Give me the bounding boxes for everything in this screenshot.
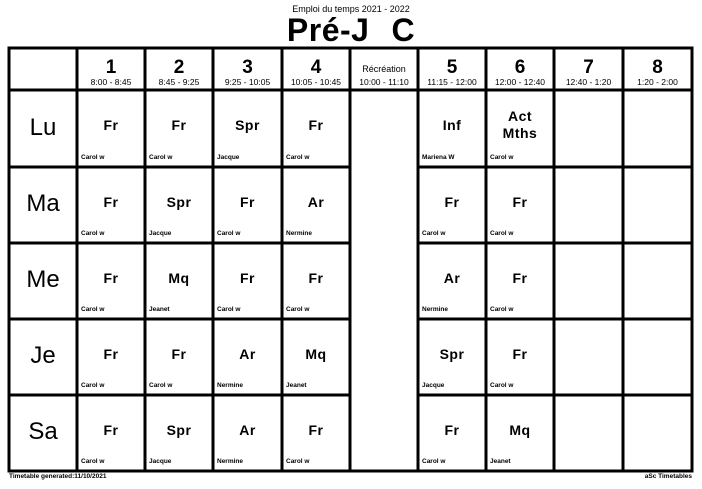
lesson-subject: Act Mths [502,108,538,141]
period-time: 8:00 - 8:45 [90,77,132,87]
lesson-teacher: Jeanet [149,306,170,313]
generated-date: Timetable generated:11/10/2021 [9,473,107,480]
period-number: 4 [310,57,322,78]
lesson-teacher: Carol w [81,230,105,237]
period-time: 8:45 - 9:25 [158,77,200,87]
class-name: Pré-J [286,12,370,48]
lesson-subject: Mq [305,346,327,362]
lesson-teacher: Carol w [490,382,514,389]
lesson-teacher: Nermine [422,306,449,313]
lesson-subject: Fr [308,270,324,286]
period-time: 1:20 - 2:00 [637,77,678,87]
period-number: 6 [514,57,526,78]
lesson-subject: Ar [443,270,461,286]
lesson-subject: Fr [240,270,255,286]
lesson-teacher: Jeanet [286,382,307,389]
recess-time: 10:00 - 11:10 [359,77,409,87]
lesson-subject: Fr [240,194,255,210]
lesson-subject: Inf [442,117,462,133]
lesson-teacher: Jacque [149,230,172,237]
recess-label: Récréation [362,64,406,74]
lesson-teacher: Carol w [81,154,105,161]
lesson-subject: Fr [512,346,528,362]
lesson-teacher: Carol w [422,230,446,237]
lesson-teacher: Carol w [217,306,241,313]
day-label: Je [30,342,56,369]
day-label: Lu [29,113,57,141]
lesson-teacher: Carol w [217,230,241,237]
period-number: 8 [652,57,663,78]
lesson-subject: Fr [103,117,119,133]
period-time: 12:40 - 1:20 [565,77,612,87]
lesson-teacher: Carol w [286,306,310,313]
lesson-subject: Spr [166,422,192,438]
lesson-teacher: Carol w [81,458,105,465]
lesson-subject: Fr [512,270,528,286]
lesson-subject: Fr [103,422,119,438]
lesson-subject: Fr [171,117,187,133]
lesson-teacher: Jeanet [490,458,511,465]
lesson-subject: Ar [307,194,325,210]
lesson-subject: Fr [444,422,460,438]
lesson-subject: Ar [239,346,256,362]
period-time: 10:05 - 10:45 [290,77,342,87]
lesson-teacher: Carol w [422,458,446,465]
lesson-teacher: Carol w [81,382,105,389]
lesson-subject: Fr [103,194,119,210]
lesson-teacher: Carol w [149,154,173,161]
lesson-subject: Spr [235,117,260,133]
day-label: Ma [26,190,60,217]
lesson-subject: Fr [103,346,119,362]
lesson-subject: Fr [308,117,324,133]
lesson-subject: Fr [512,194,528,210]
period-time: 9:25 - 10:05 [224,77,271,87]
lesson-teacher: Nermine [217,382,244,389]
lesson-teacher: Mariena W [422,154,455,161]
lesson-teacher: Carol w [81,306,105,313]
lesson-teacher: Carol w [286,458,310,465]
lesson-teacher: Jacque [422,382,445,389]
lesson-subject: Fr [171,346,187,362]
period-time: 12:00 - 12:40 [494,77,546,87]
lesson-subject: Spr [439,346,465,362]
day-label: Me [26,266,60,293]
lesson-teacher: Nermine [286,230,313,237]
lesson-teacher: Jacque [149,458,172,465]
period-number: 1 [105,57,117,78]
lesson-subject: Mq [509,422,531,438]
timetable-subtitle: Emploi du temps 2021 - 2022 [292,4,410,14]
lesson-teacher: Nermine [217,458,244,465]
software-credit: aSc Timetables [644,473,692,480]
lesson-subject: Spr [166,194,192,210]
period-number: 5 [446,57,458,78]
class-section: C [391,12,416,48]
period-time: 11:15 - 12:00 [427,77,477,87]
lesson-subject: Ar [239,422,256,438]
day-label: Sa [28,418,58,445]
lesson-subject: Fr [444,194,460,210]
period-number: 2 [173,57,185,78]
lesson-teacher: Carol w [490,230,514,237]
lesson-teacher: Carol w [490,154,514,161]
lesson-subject: Mq [168,270,190,286]
lesson-teacher: Carol w [149,382,173,389]
lesson-teacher: Jacque [217,154,240,161]
lesson-subject: Fr [103,270,119,286]
lesson-teacher: Carol w [286,154,310,161]
period-number: 3 [242,57,253,78]
period-number: 7 [583,57,594,78]
lesson-teacher: Carol w [490,306,514,313]
lesson-subject: Fr [308,422,324,438]
